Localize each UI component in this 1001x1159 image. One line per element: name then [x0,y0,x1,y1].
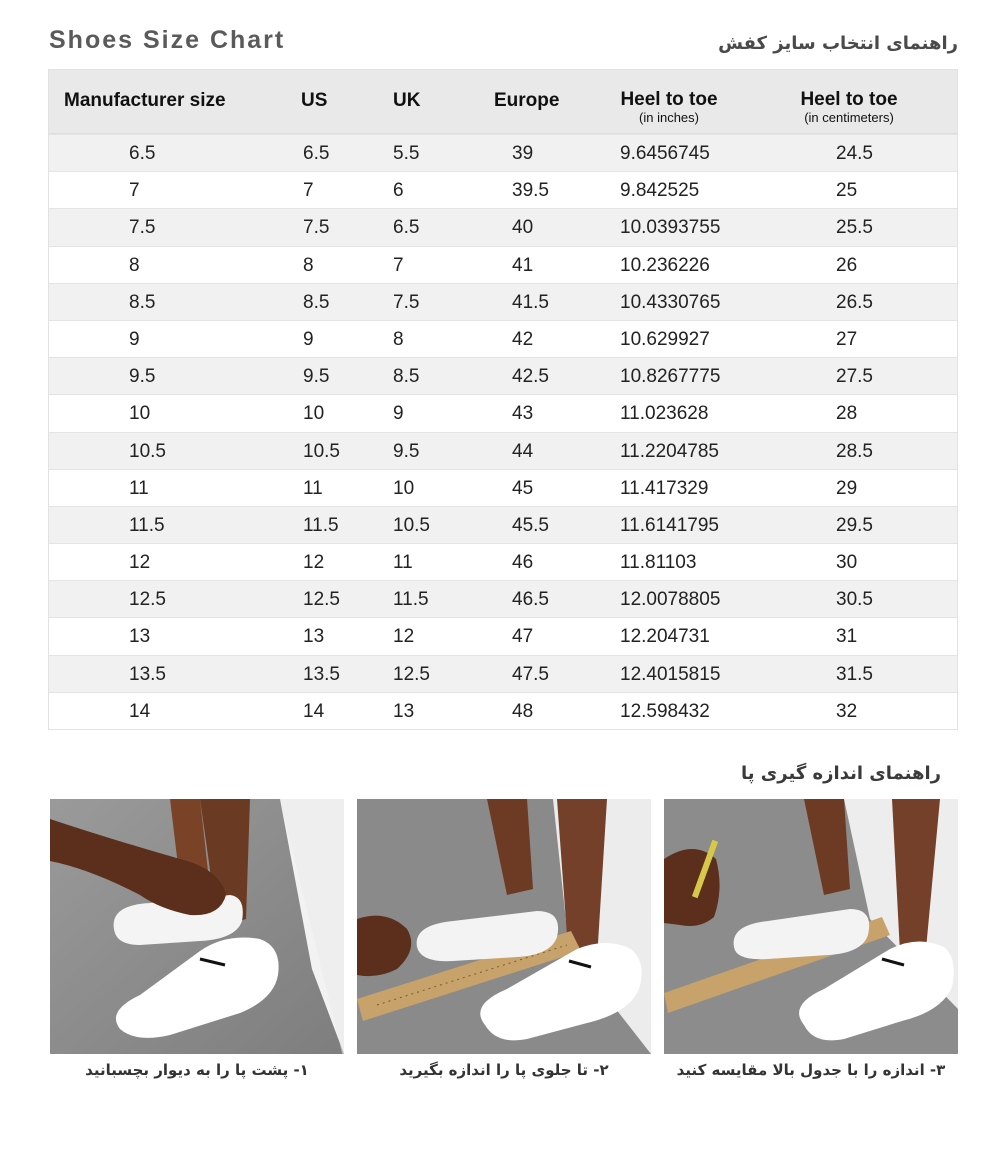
table-row [49,283,957,320]
cell-centimeters: 28.5 [836,440,873,462]
table-row [49,655,957,692]
column-header-inches-label: Heel to toe [620,89,718,110]
cell-europe: 44 [512,440,534,462]
cell-centimeters: 27 [836,328,858,350]
cell-manufacturer: 11 [129,477,149,499]
cell-manufacturer: 11.5 [129,514,165,536]
cell-manufacturer: 10.5 [129,440,166,462]
table-row [49,171,957,208]
cell-centimeters: 26.5 [836,291,873,313]
cell-centimeters: 31 [836,626,858,648]
cell-europe: 48 [512,700,534,722]
cell-inches: 11.81103 [620,552,697,574]
cell-uk: 8 [393,328,404,350]
cell-uk: 8.5 [393,366,420,388]
table-row [49,246,957,283]
column-header-europe: Europe [494,90,560,111]
cell-manufacturer: 10 [129,403,151,425]
cell-centimeters: 29 [836,477,858,499]
column-header-manufacturer: Manufacturer size [64,90,226,111]
cell-inches: 12.598432 [620,700,710,722]
cell-manufacturer: 12 [129,552,151,574]
table-row [49,506,957,543]
cell-manufacturer: 6.5 [129,143,156,164]
measurement-guide-title: راهنمای اندازه گیری پا [741,763,941,784]
cell-us: 10.5 [303,440,340,462]
cell-uk: 13 [393,700,415,722]
column-header-us: US [301,90,328,111]
cell-uk: 6 [393,180,404,202]
cell-uk: 7 [393,254,404,276]
table-row [49,469,957,506]
cell-us: 12.5 [303,589,340,611]
cell-centimeters: 30 [836,552,858,574]
cell-inches: 10.8267775 [620,366,721,388]
cell-europe: 39 [512,143,534,164]
table-row [49,692,957,729]
cell-uk: 7.5 [393,291,420,313]
cell-centimeters: 27.5 [836,366,873,388]
column-header-uk: UK [393,90,421,111]
cell-centimeters: 25.5 [836,217,873,239]
cell-uk: 10.5 [393,514,430,536]
cell-uk: 5.5 [393,143,420,164]
cell-inches: 12.4015815 [620,663,721,685]
table-row [49,357,957,394]
cell-europe: 47.5 [512,663,549,685]
cell-inches: 10.629927 [620,328,710,350]
cell-centimeters: 32 [836,700,858,722]
table-row [49,320,957,357]
cell-manufacturer: 13 [129,626,151,648]
cell-europe: 45.5 [512,514,549,536]
cell-us: 8 [303,254,314,276]
table-row [49,208,957,245]
table-row [49,543,957,580]
foot-against-wall-photo [50,799,344,1054]
cell-centimeters: 24.5 [836,143,873,164]
table-header [49,70,957,134]
cell-manufacturer: 8 [129,254,140,276]
cell-inches: 10.0393755 [620,217,721,239]
cell-us: 13.5 [303,663,340,685]
column-header-inches [609,89,729,125]
cell-uk: 10 [393,477,415,499]
cell-uk: 11.5 [393,589,429,611]
cell-europe: 46 [512,552,534,574]
cell-centimeters: 25 [836,180,858,202]
cell-inches: 12.204731 [620,626,710,648]
cell-manufacturer: 14 [129,700,151,722]
cell-manufacturer: 9.5 [129,366,156,388]
table-row [49,617,957,654]
cell-us: 14 [303,700,325,722]
cell-europe: 39.5 [512,180,549,202]
step-2-caption: ۲- تا جلوی پا را اندازه بگیرید [399,1061,609,1079]
size-chart-table [48,69,958,730]
cell-manufacturer: 12.5 [129,589,166,611]
cell-manufacturer: 9 [129,328,140,350]
mark-foot-length-photo [664,799,958,1054]
cell-us: 13 [303,626,325,648]
cell-us: 6.5 [303,143,330,164]
column-header-inches-sub: (in inches) [639,110,699,125]
cell-europe: 41 [512,254,534,276]
cell-uk: 12.5 [393,663,430,685]
cell-europe: 42 [512,328,534,350]
cell-uk: 9 [393,403,404,425]
table-row [49,580,957,617]
cell-manufacturer: 13.5 [129,663,166,685]
cell-inches: 9.842525 [620,180,700,202]
cell-europe: 42.5 [512,366,549,388]
cell-europe: 47 [512,626,534,648]
cell-us: 7.5 [303,217,330,239]
cell-manufacturer: 7 [129,180,140,202]
cell-inches: 11.2204785 [620,440,719,462]
cell-us: 8.5 [303,291,330,313]
cell-inches: 11.023628 [620,403,709,425]
cell-europe: 45 [512,477,534,499]
page-title: Shoes Size Chart [49,26,286,54]
cell-us: 11.5 [303,514,339,536]
cell-centimeters: 31.5 [836,663,873,685]
cell-us: 9 [303,328,314,350]
cell-europe: 41.5 [512,291,549,313]
cell-uk: 9.5 [393,440,420,462]
column-header-centimeters-sub: (in centimeters) [804,110,894,125]
cell-centimeters: 29.5 [836,514,873,536]
cell-europe: 46.5 [512,589,549,611]
column-header-centimeters [779,89,919,125]
cell-inches: 9.6456745 [620,143,710,164]
cell-us: 11 [303,477,323,499]
cell-europe: 43 [512,403,534,425]
cell-centimeters: 30.5 [836,589,873,611]
cell-us: 12 [303,552,325,574]
table-row [49,394,957,431]
cell-centimeters: 28 [836,403,858,425]
step-3-caption: ۳- اندازه را با جدول بالا مقایسه کنید [676,1061,946,1079]
cell-uk: 6.5 [393,217,420,239]
table-body [49,134,957,729]
cell-europe: 40 [512,217,534,239]
table-row [49,432,957,469]
page-title-persian: راهنمای انتخاب سایز کفش [718,33,958,54]
measure-foot-with-ruler-photo [357,799,651,1054]
cell-manufacturer: 8.5 [129,291,156,313]
step-1-caption: ۱- پشت پا را به دیوار بچسبانید [85,1061,309,1079]
cell-inches: 11.417329 [620,477,709,499]
cell-inches: 12.0078805 [620,589,721,611]
column-header-centimeters-label: Heel to toe [800,89,898,110]
cell-us: 7 [303,180,314,202]
table-row [49,134,957,171]
cell-manufacturer: 7.5 [129,217,156,239]
cell-uk: 12 [393,626,415,648]
cell-centimeters: 26 [836,254,858,276]
cell-inches: 10.4330765 [620,291,721,313]
cell-uk: 11 [393,552,413,574]
cell-us: 10 [303,403,325,425]
cell-inches: 11.6141795 [620,514,719,536]
cell-us: 9.5 [303,366,330,388]
cell-inches: 10.236226 [620,254,710,276]
